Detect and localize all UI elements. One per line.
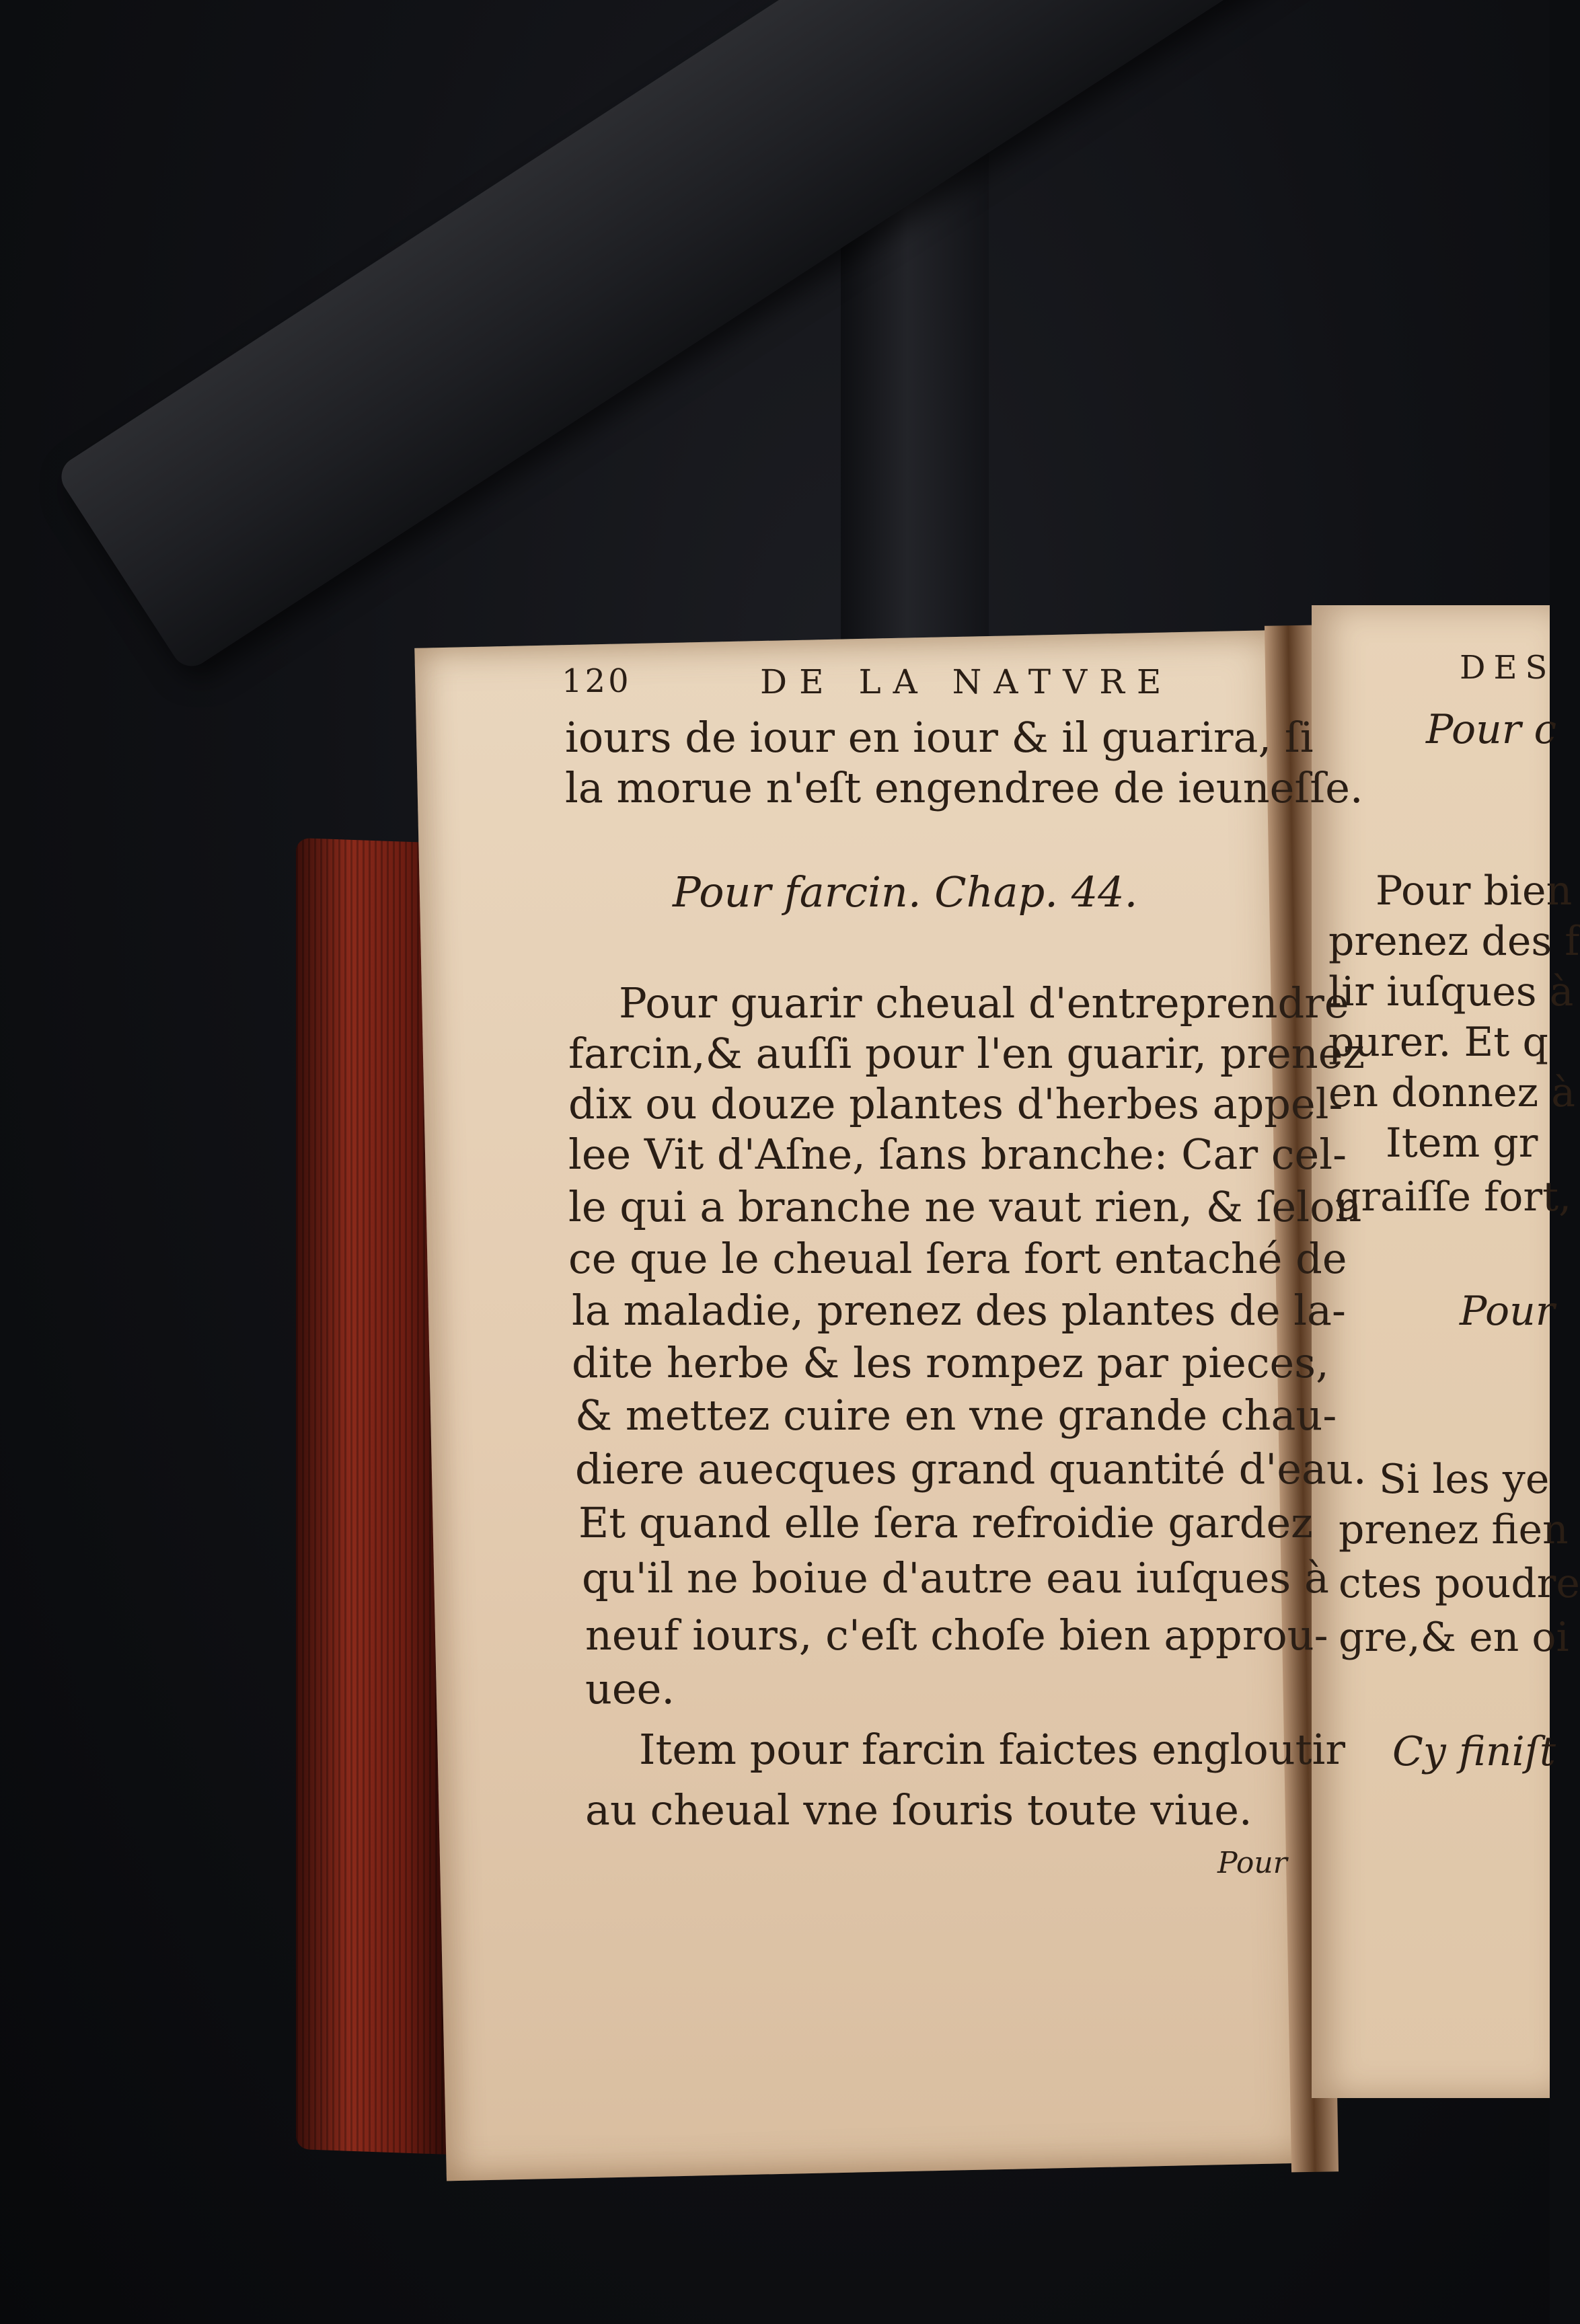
text-line: diere auecques grand quantité d'eau. [575, 1444, 1367, 1494]
text-line: iours de iour en iour & il guarira, ſi [565, 713, 1314, 762]
text-line: Pour guarir cheual d'entreprendre [619, 978, 1349, 1028]
text-line: neuf iours, c'eſt choſe bien approu- [585, 1611, 1328, 1660]
text-line: Item pour farcin faictes engloutir [639, 1725, 1346, 1774]
text-line: dix ou douze plantes d'herbes appel- [568, 1079, 1343, 1128]
right-text-line: lir iuſques à [1328, 968, 1574, 1015]
running-head: DE LA NATVRE [760, 662, 1174, 701]
text-line: farcin,& auſſi pour l'en guarir, prenez [568, 1029, 1365, 1078]
page-number: 120 [562, 662, 632, 700]
catchword: Pour [1217, 1846, 1287, 1880]
right-text-line: prenez des f [1328, 918, 1580, 965]
text-line: qu'il ne boiue d'autre eau iuſques à [582, 1553, 1329, 1602]
right-text-line: prenez fien [1339, 1506, 1569, 1553]
text-line: ce que le cheual ſera fort entaché de [568, 1234, 1347, 1283]
right-text-line: Item gr [1386, 1120, 1538, 1167]
right-text-line: Pour [1460, 1288, 1555, 1335]
text-line: le qui a branche ne vaut rien, & ſelon [568, 1182, 1362, 1231]
right-page [1312, 605, 1550, 2098]
right-text-line: Pour bien [1376, 867, 1573, 915]
text-line: Et quand elle ſera refroidie gardez [578, 1498, 1313, 1547]
text-line: la maladie, prenez des plantes de la- [572, 1286, 1346, 1335]
right-text-line: Pour c [1426, 706, 1557, 753]
right-text-line: Cy finiſt [1392, 1728, 1556, 1775]
right-text-line: en donnez à [1328, 1069, 1576, 1116]
text-line: la morue n'eſt engendree de ieuneſſe. [565, 763, 1363, 812]
right-text-line: Si les ye [1379, 1456, 1550, 1503]
text-line: lee Vit d'Aſne, ſans branche: Car cel- [568, 1130, 1347, 1179]
text-line: au cheual vne ſouris toute viue. [585, 1785, 1252, 1834]
text-line: uee. [585, 1664, 675, 1713]
right-text-line: gre,& en oi [1339, 1614, 1569, 1661]
right-running-head: DES [1460, 649, 1556, 687]
text-line: & mettez cuire en vne grande chau- [575, 1391, 1337, 1440]
right-text-line: graiſſe fort, [1335, 1173, 1572, 1221]
right-text-line: ctes poudre [1339, 1560, 1580, 1607]
chapter-heading: Pour farcin. Chap. 44. [673, 867, 1138, 917]
text-line: dite herbe & les rompez par pieces, [572, 1338, 1329, 1387]
right-text-line: purer. Et q [1328, 1019, 1548, 1066]
